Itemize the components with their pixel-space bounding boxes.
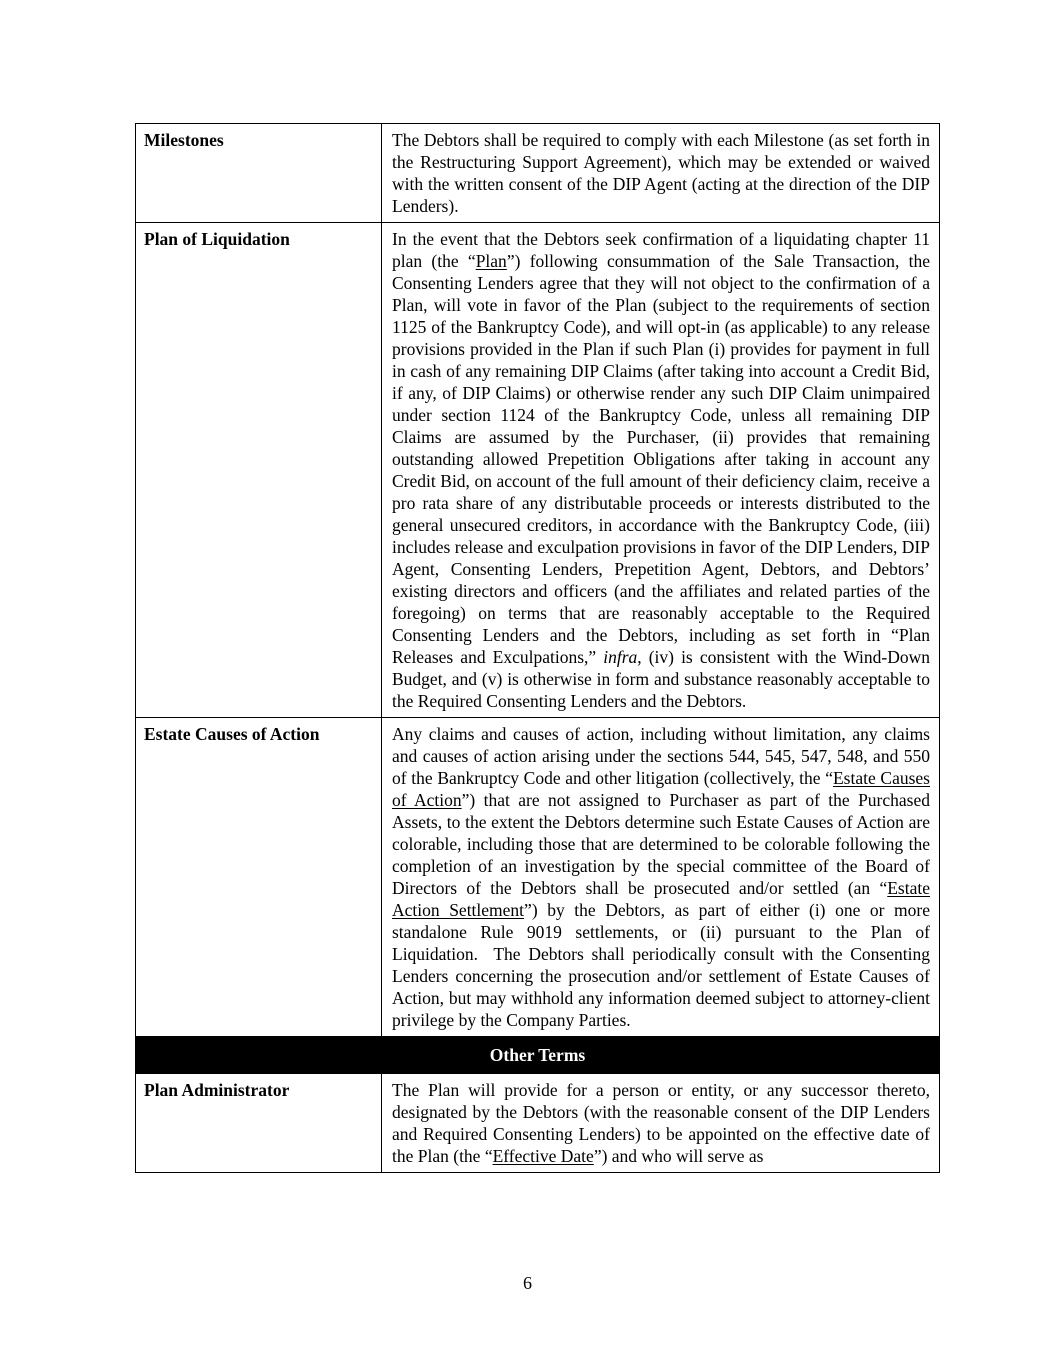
table-row-estate-causes-of-action (136, 717, 939, 1036)
page-number: 6 (523, 1273, 532, 1293)
term-label-plan-of-liquidation: Plan of Liquidation (136, 223, 382, 717)
term-label-plan-administrator: Plan Administrator (136, 1074, 382, 1172)
term-label-estate-causes-of-action: Estate Causes of Action (136, 718, 382, 1036)
term-label-milestones: Milestones (136, 124, 382, 222)
table-row-plan-administrator (136, 1073, 939, 1172)
table-row-plan-of-liquidation (136, 222, 939, 717)
term-description-milestones: The Debtors shall be required to comply with each Milestone (as set forth in the Restructuring Support Agreement), which may be extended or waived with the written consent of the DIP Agent (acting at the direction of the DIP Lenders). (392, 130, 930, 216)
section-header-other-terms: Other Terms (136, 1036, 939, 1073)
term-description-plan-of-liquidation: In the event that the Debtors seek confirmation of a liquidating chapter 11 plan (the “Plan”) following consummation of the Sale Transaction, the Consenting Lenders agree that they will not object to the confirmation of a Plan, will vote in favor of the Plan (subject to the requirements of section 1125 of the Bankruptcy Code), and will opt-in (as applicable) to any release provisions provided in the Plan if such Plan (i) provides for payment in full in cash of any remaining DIP Claims (after taking into account a Credit Bid, if any, of DIP Claims) or otherwise render any such DIP Claim unimpaired under section 1124 of the Bankruptcy Code, unless all remaining DIP Claims are assumed by the Purchaser, (ii) provides that remaining outstanding allowed Prepetition Obligations after taking in account any Credit Bid, on account of the full amount of their deficiency claim, receive a pro rata share of any distributable proceeds or interests distributed to the general unsecured creditors, in accordance with the Bankruptcy Code, (iii) includes release and exculpation provisions in favor of the DIP Lenders, DIP Agent, Consenting Lenders, Prepetition Agent, Debtors, and Debtors’ existing directors and officers (and the affiliates and related parties of the foregoing) on terms that are reasonably acceptable to the Required Consenting Lenders and the Debtors, including as set forth in “Plan Releases and Exculpations,” infra, (iv) is consistent with the Wind-Down Budget, and (v) is otherwise in form and substance reasonably acceptable to the Required Consenting Lenders and the Debtors. (392, 229, 931, 711)
term-description-plan-administrator: The Plan will provide for a person or entity, or any successor thereto, designated by the Debtors (with the reasonable consent of the DIP Lenders and Required Consenting Lenders) to be appointed on the effective date of the Plan (the “Effective Date”) and who will serve as (392, 1080, 930, 1166)
table-row-milestones (136, 124, 939, 222)
term-sheet-table (135, 123, 940, 1173)
term-description-estate-causes-of-action: Any claims and causes of action, including without limitation, any claims and causes of action arising under the sections 544, 545, 547, 548, and 550 of the Bankruptcy Code and other litigation (collectively, the “Estate Causes of Action”) that are not assigned to Purchaser as part of the Purchased Assets, to the extent the Debtors determine such Estate Causes of Action are colorable, including those that are determined to be colorable following the completion of an investigation by the special committee of the Board of Directors of the Debtors shall be prosecuted and/or settled (an “Estate Action Settlement”) by the Debtors, as part of either (i) one or more standalone Rule 9019 settlements, or (ii) pursuant to the Plan of Liquidation. The Debtors shall periodically consult with the Consenting Lenders concerning the prosecution and/or settlement of Estate Causes of Action, but may withhold any information deemed subject to attorney-client privilege by the Company Parties. (392, 724, 930, 1030)
